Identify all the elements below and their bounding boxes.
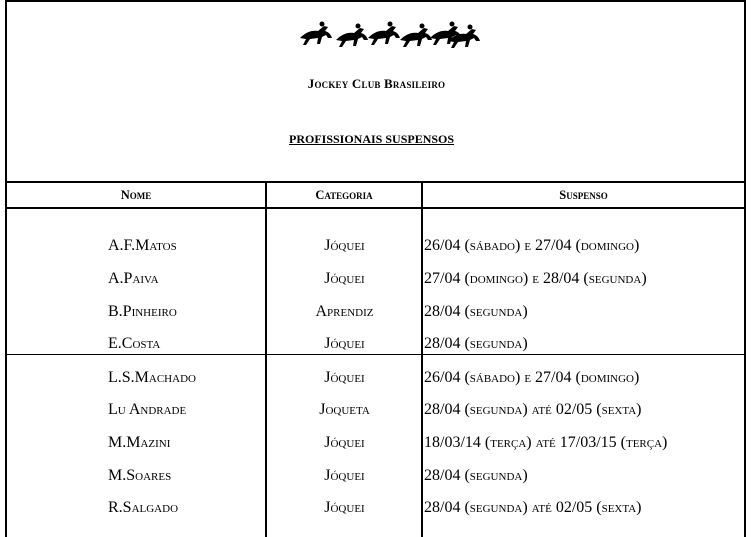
cell-suspenso: 28/04 (segunda) [424, 303, 528, 320]
cell-nome: L.S.Machado [108, 369, 196, 386]
header-bottom-border [5, 207, 746, 209]
cell-suspenso: 28/04 (segunda) [424, 467, 528, 484]
cell-suspenso: 27/04 (domingo) e 28/04 (segunda) [424, 270, 647, 287]
table-row [0, 434, 753, 464]
table-row [0, 303, 753, 333]
cell-nome: A.F.Matos [108, 237, 177, 254]
cell-nome: M.Soares [108, 467, 172, 484]
cell-categoria: Jóquei [324, 499, 365, 516]
table-row [0, 467, 753, 497]
table-top-border [5, 181, 746, 183]
club-name: Jockey Club Brasileiro [307, 76, 446, 91]
cell-suspenso: 26/04 (sábado) e 27/04 (domingo) [424, 369, 640, 386]
table-row [0, 270, 753, 300]
page-subtitle: PROFISSIONAIS SUSPENSOS [289, 132, 455, 146]
cell-categoria: Aprendiz [315, 303, 374, 320]
cell-categoria: Jóquei [324, 270, 365, 287]
table-row [0, 369, 753, 399]
racing-horses-logo-icon [298, 18, 482, 52]
cell-categoria: Joqueta [319, 401, 370, 418]
cell-categoria: Jóquei [324, 434, 365, 451]
table-row [0, 335, 753, 365]
table-row [0, 401, 753, 431]
table-row [0, 237, 753, 267]
column-header-suspenso: Suspenso [559, 188, 608, 202]
column-header-nome: Nome [120, 188, 152, 202]
cell-nome: B.Pinheiro [108, 303, 177, 320]
cell-nome: A.Paiva [108, 270, 159, 287]
row-group-separator [5, 354, 746, 355]
cell-nome: Lu Andrade [108, 401, 187, 418]
table-row [0, 499, 753, 529]
cell-nome: R.Salgado [108, 499, 179, 516]
cell-categoria: Jóquei [324, 335, 365, 352]
cell-suspenso: 26/04 (sábado) e 27/04 (domingo) [424, 237, 640, 254]
cell-suspenso: 28/04 (segunda) até 02/05 (sexta) [424, 401, 642, 418]
cell-suspenso: 28/04 (segunda) [424, 335, 528, 352]
cell-categoria: Jóquei [324, 467, 365, 484]
cell-categoria: Jóquei [324, 369, 365, 386]
column-header-categoria: Categoria [315, 188, 373, 202]
cell-nome: E.Costa [108, 335, 161, 352]
cell-nome: M.Mazini [108, 434, 171, 451]
cell-suspenso: 28/04 (segunda) até 02/05 (sexta) [424, 499, 642, 516]
cell-categoria: Jóquei [324, 237, 365, 254]
cell-suspenso: 18/03/14 (terça) até 17/03/15 (terça) [424, 434, 668, 451]
